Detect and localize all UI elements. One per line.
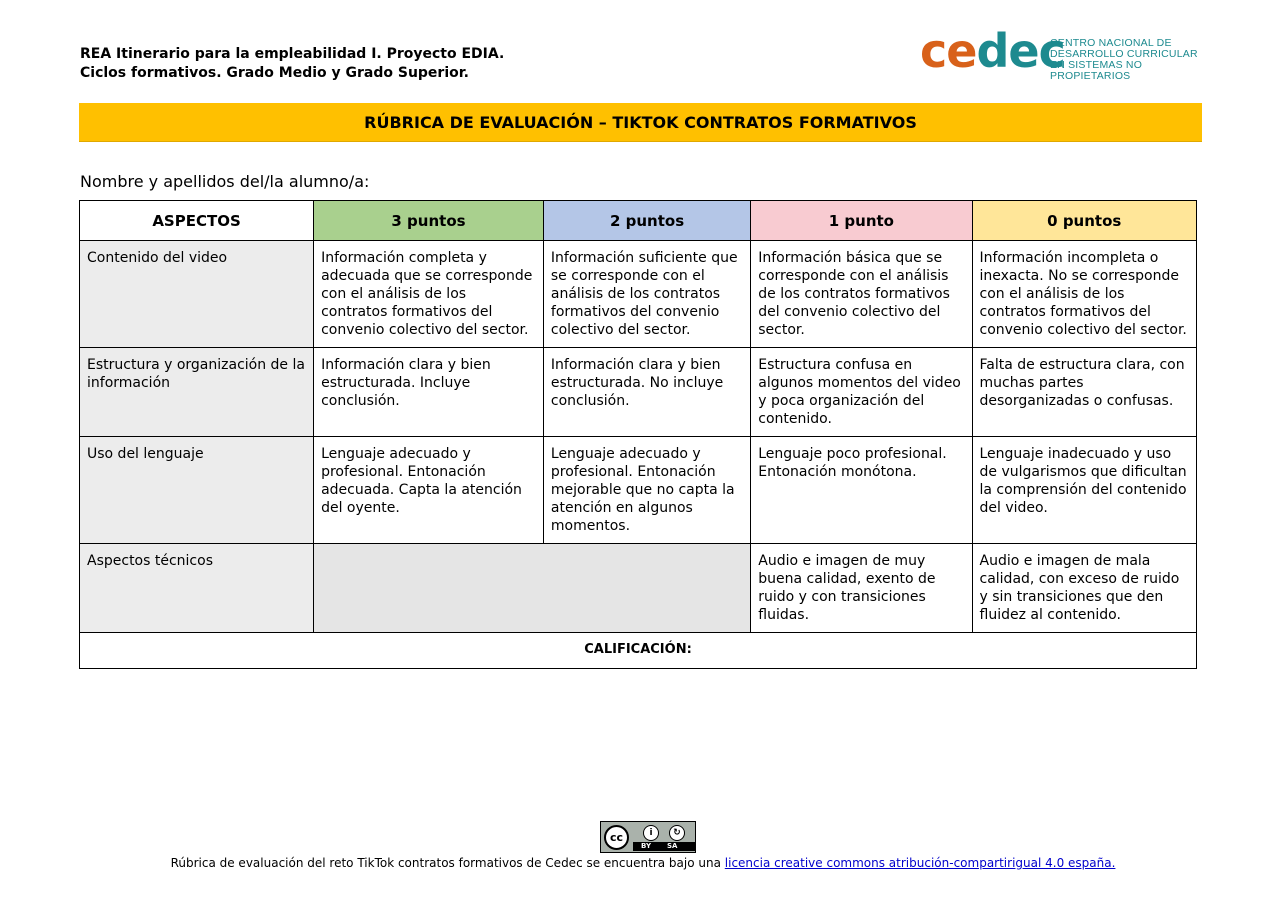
header-1-punto: 1 punto xyxy=(751,201,972,241)
logo-wordmark xyxy=(920,26,1065,76)
share-alike-icon: ↻ xyxy=(669,825,685,841)
table-row xyxy=(80,437,1197,544)
attribution-icon: i xyxy=(643,825,659,841)
rubric-table xyxy=(79,200,1197,669)
rubric-header-row xyxy=(80,201,1197,241)
criteria-cell: Información clara y bien estructurada. No incluye conclusión. xyxy=(543,348,750,437)
header-line-1: REA Itinerario para la empleabilidad I. Proyecto EDIA. xyxy=(80,46,505,62)
license-text: Rúbrica de evaluación del reto TikTok contratos formativos de Cedec se encuentra bajo una xyxy=(170,856,721,870)
cc-icon: cc xyxy=(604,825,629,850)
header-0-puntos: 0 puntos xyxy=(972,201,1197,241)
criteria-cell: Estructura confusa en algunos momentos del video y poca organización del contenido. xyxy=(751,348,972,437)
badge-sa: SA xyxy=(667,842,678,850)
criteria-cell: Información completa y adecuada que se corresponde con el análisis de los contratos formativos del convenio colectivo del sector. xyxy=(314,241,544,348)
table-row xyxy=(80,241,1197,348)
header-line-2: Ciclos formativos. Grado Medio y Grado Superior. xyxy=(80,65,469,81)
cedec-logo xyxy=(920,24,1200,82)
criteria-cell: Información incompleta o inexacta. No se corresponde con el análisis de los contratos formativos del convenio colectivo del sector. xyxy=(972,241,1197,348)
student-name-label: Nombre y apellidos del/la alumno/a: xyxy=(80,172,370,191)
aspect-cell: Aspectos técnicos xyxy=(80,544,314,633)
aspect-cell: Uso del lenguaje xyxy=(80,437,314,544)
criteria-cell: Información básica que se corresponde con el análisis de los contratos formativos del convenio colectivo del sector. xyxy=(751,241,972,348)
logo-sub-line-2: DESARROLLO CURRICULAR xyxy=(1050,48,1198,60)
grade-label: CALIFICACIÓN: xyxy=(80,633,1197,669)
criteria-cell: Lenguaje poco profesional. Entonación monótona. xyxy=(751,437,972,544)
grade-row xyxy=(80,633,1197,669)
logo-sub-line-3: EN SISTEMAS NO PROPIETARIOS xyxy=(1050,59,1143,82)
criteria-cell: Audio e imagen de muy buena calidad, exento de ruido y con transiciones fluidas. xyxy=(751,544,972,633)
license-footer xyxy=(0,856,1286,870)
table-row xyxy=(80,348,1197,437)
logo-word-part-1: ce xyxy=(920,24,977,78)
aspect-cell: Contenido del video xyxy=(80,241,314,348)
criteria-cell: Lenguaje inadecuado y uso de vulgarismos que dificultan la comprensión del contenido del video. xyxy=(972,437,1197,544)
header-3-puntos: 3 puntos xyxy=(314,201,544,241)
table-row xyxy=(80,544,1197,633)
document-header xyxy=(80,45,504,83)
criteria-cell: Información clara y bien estructurada. Incluye conclusión. xyxy=(314,348,544,437)
criteria-cell: Información suficiente que se corresponde con el análisis de los contratos formativos del convenio colectivo del sector. xyxy=(543,241,750,348)
aspect-cell: Estructura y organización de la información xyxy=(80,348,314,437)
header-aspectos: ASPECTOS xyxy=(80,201,314,241)
badge-by: BY xyxy=(641,842,652,850)
creative-commons-badge xyxy=(600,821,696,853)
logo-word-part-2: dec xyxy=(976,24,1065,78)
criteria-cell: Lenguaje adecuado y profesional. Entonación mejorable que no capta la atención en algunos momentos. xyxy=(543,437,750,544)
criteria-cell: Lenguaje adecuado y profesional. Entonación adecuada. Capta la atención del oyente. xyxy=(314,437,544,544)
header-2-puntos: 2 puntos xyxy=(543,201,750,241)
logo-subtitle xyxy=(1050,38,1200,82)
criteria-cell: Audio e imagen de mala calidad, con exceso de ruido y sin transiciones que den fluidez al contenido. xyxy=(972,544,1197,633)
license-link[interactable]: licencia creative commons atribución-compartirigual 4.0 españa. xyxy=(724,856,1116,870)
blank-criteria-cell xyxy=(314,544,751,633)
criteria-cell: Falta de estructura clara, con muchas partes desorganizadas o confusas. xyxy=(972,348,1197,437)
logo-sub-line-1: CENTRO NACIONAL DE xyxy=(1050,37,1172,49)
rubric-title: RÚBRICA DE EVALUACIÓN – TIKTOK CONTRATOS FORMATIVOS xyxy=(79,103,1202,142)
